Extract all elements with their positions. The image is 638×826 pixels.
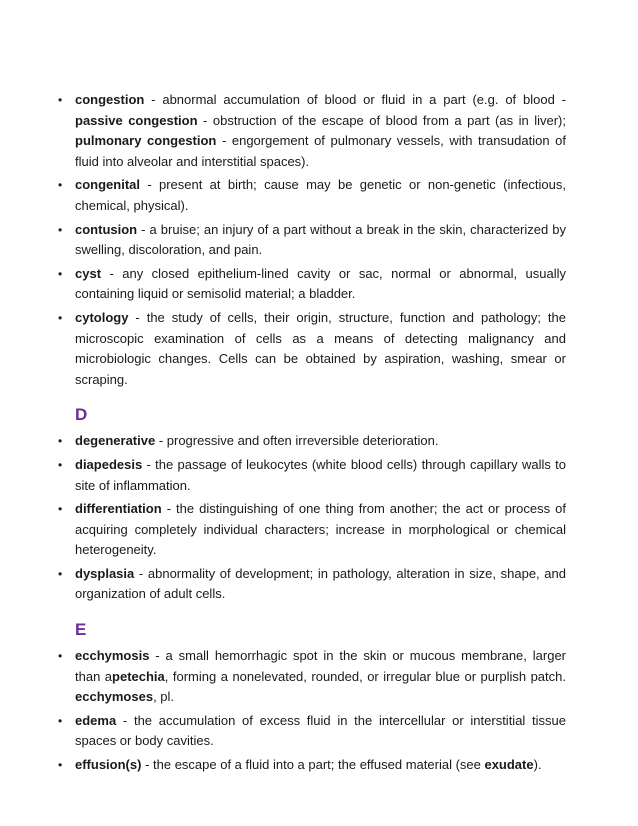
glossary-entry xyxy=(75,175,566,216)
glossary-entry xyxy=(75,220,566,261)
definition-text: , forming a nonelevated, rounded, or irregular blue or purplish patch. xyxy=(164,668,566,684)
definition-text: - the escape of a fluid into a part; the effused material (see xyxy=(141,757,485,773)
definition-text: - a small hemorrhagic spot in the skin or mucous membrane, larger than a xyxy=(75,648,566,684)
section-heading-e: E xyxy=(75,620,87,640)
definition-text: - present at birth; cause may be genetic or non-genetic (infectious, chemical, physical). xyxy=(75,177,566,213)
definition-text: - engorgement of pulmonary vessels, with transudation of fluid into alveolar and interstitial spaces). xyxy=(75,133,566,169)
glossary-entry xyxy=(75,646,566,708)
glossary-term: effusion(s) xyxy=(75,757,142,773)
glossary-term: passive congestion xyxy=(75,112,198,128)
glossary-entry xyxy=(75,499,566,561)
definition-text: - a bruise; an injury of a part without a break in the skin, characterized by swelling, discoloration, and pain. xyxy=(75,221,566,258)
definition-text: - the study of cells, their origin, structure, function and pathology; the microscopic examination of cells as a means of detecting malignancy and microbiologic changes. Cells can be obtained by aspiration, washing, smear or scraping. xyxy=(75,309,566,387)
section-heading-d: D xyxy=(75,405,88,425)
definition-text: , pl. xyxy=(153,689,175,705)
glossary-entry xyxy=(75,455,566,496)
definition-text: ). xyxy=(533,757,542,773)
definition-text: - the accumulation of excess fluid in the intercellular or interstitial tissue spaces or body cavities. xyxy=(75,712,566,749)
glossary-list xyxy=(75,431,566,605)
definition-text: - the distinguishing of one thing from another; the act or process of acquiring completely individual characters; increase in morphological or chemical heterogeneity. xyxy=(75,501,566,558)
glossary-term: ecchymoses xyxy=(75,689,154,705)
glossary-term: differentiation xyxy=(75,501,162,517)
glossary-list xyxy=(75,646,566,776)
glossary-term: exudate xyxy=(484,757,534,773)
glossary-term: cytology xyxy=(75,309,129,325)
definition-text: - the passage of leukocytes (white blood cells) through capillary walls to site of inflammation. xyxy=(75,456,566,493)
definition-text: - obstruction of the escape of blood from a part (as in liver); xyxy=(197,112,566,128)
definition-text: - abnormal accumulation of blood or fluid in a part (e.g. of blood - xyxy=(144,92,566,107)
glossary-entry xyxy=(75,431,566,452)
glossary-term: pulmonary congestion xyxy=(75,133,217,149)
glossary-term: degenerative xyxy=(75,433,156,449)
glossary-term: congestion xyxy=(75,92,145,107)
glossary-term: petechia xyxy=(112,668,165,684)
glossary-entry xyxy=(75,755,566,776)
glossary-entry xyxy=(75,90,566,172)
glossary-term: edema xyxy=(75,712,117,728)
glossary-entry xyxy=(75,711,566,752)
definition-text: - abnormality of development; in pathology, alteration in size, shape, and organization of adult cells. xyxy=(75,565,566,602)
glossary-term: ecchymosis xyxy=(75,648,150,664)
glossary-term: dysplasia xyxy=(75,565,135,581)
glossary-entry xyxy=(75,564,566,605)
definition-text: - any closed epithelium-lined cavity or sac, normal or abnormal, usually containing liquid or semisolid material; a bladder. xyxy=(75,265,566,302)
definition-text: - progressive and often irreversible deterioration. xyxy=(155,433,439,449)
glossary-term: cyst xyxy=(75,265,102,281)
glossary-list xyxy=(75,90,566,390)
glossary-term: congenital xyxy=(75,177,141,193)
glossary-entry xyxy=(75,308,566,390)
glossary-entry xyxy=(75,264,566,305)
glossary-term: diapedesis xyxy=(75,456,143,472)
glossary-term: contusion xyxy=(75,221,138,237)
